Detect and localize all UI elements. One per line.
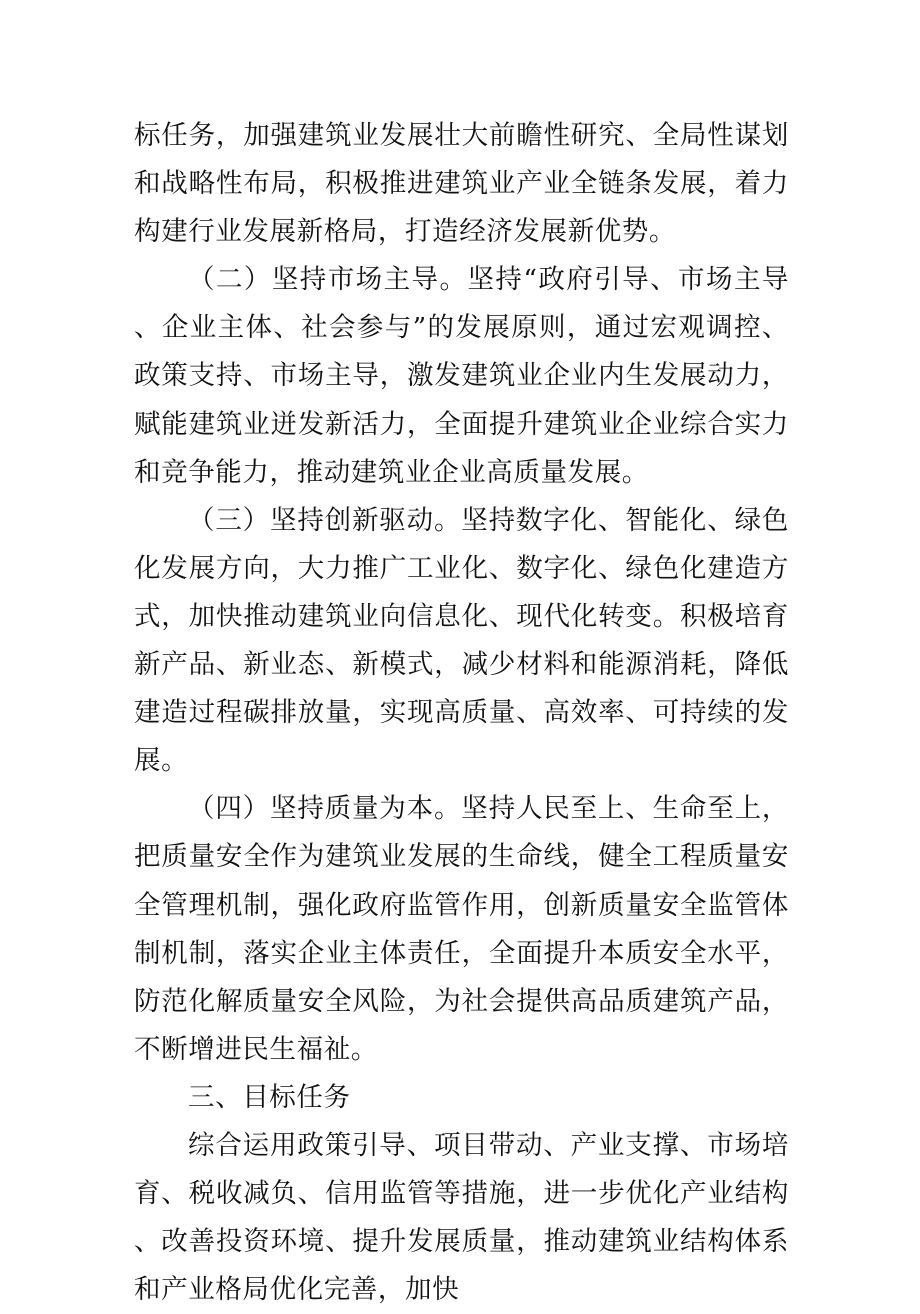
document-page — [134, 112, 789, 1314]
paragraph-continuation: 标任务，加强建筑业发展壮大前瞻性研究、全局性谋划和战略性布局，积极推进建筑业产业全链条发展，着力构建行业发展新格局，打造经济发展新优势。 — [134, 120, 789, 248]
section-heading-targets: 三、目标任务 — [188, 1081, 351, 1113]
paragraph-principle-market-led: （二）坚持市场主导。坚持“政府引导、市场主导、企业主体、社会参与”的发展原则，通过宏观调控、政策支持、市场主导，激发建筑业企业内生发展动力，赋能建筑业迸发新活力，全面提升建筑业企业综合实力和竞争能力，推动建筑业企业高质量发展。 — [134, 264, 789, 488]
paragraph-principle-innovation-driven: （三）坚持创新驱动。坚持数字化、智能化、绿色化发展方向，大力推广工业化、数字化、绿色化建造方式，加快推动建筑业向信息化、现代化转变。积极培育新产品、新业态、新模式，减少材料和能源消耗，降低建造过程碳排放量，实现高质量、高效率、可持续的发展。 — [134, 504, 789, 777]
paragraph-principle-quality-first: （四）坚持质量为本。坚持人民至上、生命至上，把质量安全作为建筑业发展的生命线，健全工程质量安全管理机制，强化政府监管作用，创新质量安全监管体制机制，落实企业主体责任，全面提升本质安全水平，防范化解质量安全风险，为社会提供高品质建筑产品，不断增进民生福祉。 — [134, 793, 789, 1065]
paragraph-targets-body: 综合运用政策引导、项目带动、产业支撑、市场培育、税收减负、信用监管等措施，进一步优化产业结构、改善投资环境、提升发展质量，推动建筑业结构体系和产业格局优化完善，加快 — [134, 1129, 789, 1306]
